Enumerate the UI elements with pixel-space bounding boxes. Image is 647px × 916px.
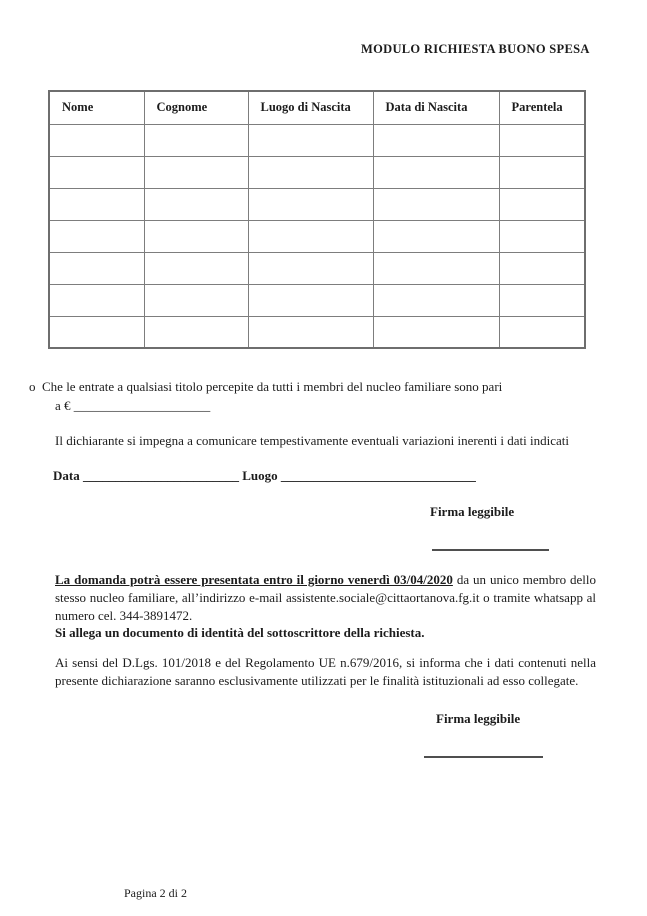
column-header: Nome bbox=[49, 91, 144, 124]
table-row bbox=[49, 188, 585, 220]
empty-cell bbox=[49, 284, 144, 316]
income-declaration-line1 bbox=[29, 378, 589, 397]
empty-cell bbox=[248, 188, 373, 220]
signature-label-1: Firma leggibile bbox=[430, 504, 515, 519]
empty-cell bbox=[248, 156, 373, 188]
table-row bbox=[49, 124, 585, 156]
place-label: Luogo bbox=[242, 468, 278, 483]
empty-cell bbox=[248, 252, 373, 284]
submission-instructions bbox=[55, 571, 596, 642]
empty-cell bbox=[248, 316, 373, 348]
attachment-note: Si allega un documento di identità del sottoscrittore della richiesta. bbox=[55, 625, 425, 641]
date-place-line bbox=[53, 467, 476, 486]
empty-cell bbox=[49, 188, 144, 220]
empty-cell bbox=[49, 156, 144, 188]
privacy-notice: Ai sensi del D.Lgs. 101/2018 e del Regolamento UE n.679/2016, si informa che i dati contenuti nella presente dichiarazione saranno esclusivamente utilizzati per le finalità istituzionali ad esso collegate. bbox=[55, 655, 596, 688]
table-body bbox=[49, 124, 585, 348]
column-header: Luogo di Nascita bbox=[248, 91, 373, 124]
empty-cell bbox=[144, 220, 248, 252]
empty-cell bbox=[144, 156, 248, 188]
empty-cell bbox=[144, 124, 248, 156]
bullet-marker: o bbox=[29, 379, 36, 394]
empty-cell bbox=[373, 188, 499, 220]
page-title: MODULO RICHIESTA BUONO SPESA bbox=[361, 42, 590, 56]
empty-cell bbox=[373, 284, 499, 316]
table-row bbox=[49, 220, 585, 252]
deadline-text: La domanda potrà essere presentata entro il giorno venerdì 03/04/2020 bbox=[55, 572, 453, 587]
empty-cell bbox=[248, 124, 373, 156]
empty-cell bbox=[373, 124, 499, 156]
empty-cell bbox=[373, 220, 499, 252]
empty-cell bbox=[499, 156, 585, 188]
empty-cell bbox=[499, 188, 585, 220]
empty-cell bbox=[144, 316, 248, 348]
empty-cell bbox=[499, 284, 585, 316]
empty-cell bbox=[248, 284, 373, 316]
income-declaration bbox=[29, 378, 589, 415]
submission-details: da un unico membro dello stesso nucleo familiare, all’indirizzo e-mail assistente.sociale@cittaortanova.fg.it o tramite whatsapp al numero cel. 344-3891472. bbox=[55, 572, 596, 623]
table-row bbox=[49, 284, 585, 316]
euro-amount-blank: _____________________ bbox=[73, 397, 211, 413]
empty-cell bbox=[248, 220, 373, 252]
signature-label-2: Firma leggibile bbox=[436, 711, 521, 726]
date-label: Data bbox=[53, 468, 80, 483]
family-members-table bbox=[48, 90, 586, 349]
page-number: Pagina 2 di 2 bbox=[124, 886, 187, 900]
euro-amount-prefix: a € bbox=[55, 397, 71, 413]
signature-line-1 bbox=[432, 549, 549, 551]
income-declaration-text: Che le entrate a qualsiasi titolo percepite da tutti i membri del nucleo familiare sono pari bbox=[42, 379, 503, 394]
empty-cell bbox=[49, 316, 144, 348]
empty-cell bbox=[49, 252, 144, 284]
submission-paragraph bbox=[55, 571, 596, 624]
empty-cell bbox=[373, 156, 499, 188]
empty-cell bbox=[373, 252, 499, 284]
empty-cell bbox=[49, 124, 144, 156]
place-blank: ______________________________ bbox=[280, 468, 476, 483]
income-declaration-line2 bbox=[29, 397, 589, 416]
empty-cell bbox=[144, 284, 248, 316]
column-header: Parentela bbox=[499, 91, 585, 124]
signature-line-2 bbox=[424, 756, 543, 758]
date-blank: ________________________ bbox=[82, 468, 239, 483]
table-row bbox=[49, 252, 585, 284]
empty-cell bbox=[499, 220, 585, 252]
commitment-statement: Il dichiarante si impegna a comunicare tempestivamente eventuali variazioni inerenti i dati indicati bbox=[55, 433, 570, 448]
empty-cell bbox=[499, 124, 585, 156]
empty-cell bbox=[373, 316, 499, 348]
column-header: Data di Nascita bbox=[373, 91, 499, 124]
empty-cell bbox=[499, 316, 585, 348]
empty-cell bbox=[144, 252, 248, 284]
table-row bbox=[49, 316, 585, 348]
column-header: Cognome bbox=[144, 91, 248, 124]
empty-cell bbox=[144, 188, 248, 220]
empty-cell bbox=[499, 252, 585, 284]
table-row bbox=[49, 156, 585, 188]
table-header-row bbox=[49, 91, 585, 124]
empty-cell bbox=[49, 220, 144, 252]
